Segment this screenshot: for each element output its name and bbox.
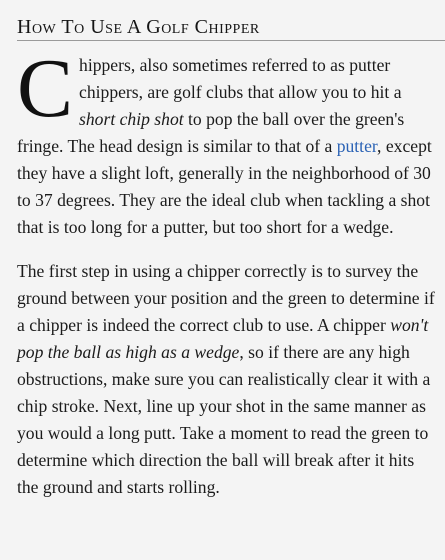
putter-link[interactable]: putter <box>336 136 378 156</box>
paragraph-2-text-b: , so if there are any high obstructions, make sure you can realistically clear it with a chip stroke. Next, line up your shot in the same manner as you would a long putt. Take a moment to read the green to determine which direction the ball will break after it hits the ground and starts rolling. <box>17 342 431 497</box>
heading-divider <box>17 40 445 41</box>
paragraph-1-text-a: hippers, also sometimes referred to as putter chippers, are golf clubs that allow you to hit a <box>79 55 402 102</box>
paragraph-1 <box>17 42 437 241</box>
paragraph-1-text-c: , except they have a slight loft, generally in the neighborhood of 30 to 37 degrees. They are the ideal club when tackling a shot that is too long for a putter, but too short for a wedge. <box>17 136 432 237</box>
article <box>17 0 437 501</box>
emphasis-wont-pop: won't pop the ball as high as a wedge <box>17 315 429 362</box>
paragraph-2-text-a: The first step in using a chipper correctly is to survey the ground between your position and the green to determine if a chipper is indeed the correct club to use. A chipper <box>17 261 435 335</box>
paragraph-2 <box>17 258 437 501</box>
paragraph-1-text-b: to pop the ball over the green's fringe. The head design is similar to that of a <box>17 109 405 156</box>
emphasis-short-chip-shot: short chip shot <box>79 109 184 129</box>
drop-cap: C <box>17 42 74 135</box>
article-heading: How To Use A Golf Chipper <box>17 16 260 38</box>
